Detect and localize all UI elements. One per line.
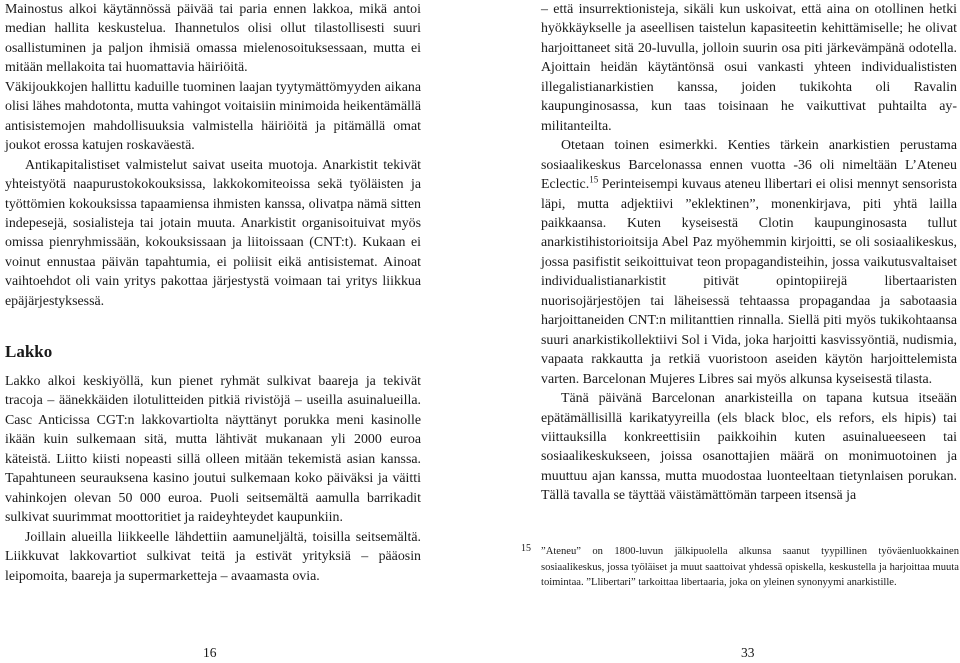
paragraph-text: Perinteisempi kuvaus ateneu llibertari ei olisi mennyt sensorista läpi, mutta adjektiivi ”eklektinen”, monenkirjava, piti yhtä lailla paikkaansa. Kuten kyseisestä Clotin kaupunginosasta tullut anarkistihistorioitsija Abel Paz myöhemmin kirjoitti, se oli sosiaalikeskus, jossa pasifistit seikoittuivat teon propagandisteihin, jossa vaikutusvaltaiset individualistianarkistit pitivät opintopiirejä libertaaristen nuorisojärjestöjen tai läheisessä tehtaassa propagandaa ja sabotaasia harjoittaneiden CNT:n militanttien rinnalla. Siellä piti myös tukikohtaansa suuri anarkistikollektiivi Sol i Vida, joka harjoitti kasvissyöntiä, nudismia, vapaata rakkautta ja retkiä vuoristoon aseiden käytön harjoittelemista varten. Barcelonan Mujeres Libres sai myös alkunsa kyseisestä tilasta. [541, 177, 957, 387]
paragraph [541, 136, 957, 389]
paragraph: Joillain alueilla liikkeelle lähdettiin aamuneljältä, toisilla seitsemältä. Liikkuvat lakkovartiot sulkivat teitä ja estivät yrityksiä – pääosin leipomoita, baareja ja supermarketteja – avaamasta ovia. [5, 529, 421, 584]
footnote-reference[interactable]: 15 [589, 174, 599, 185]
left-column [5, 0, 421, 311]
page-number-right: 33 [741, 645, 755, 660]
lakko-section-body [5, 372, 421, 586]
paragraph-text: Otetaan toinen esimerkki. Kenties tärkein anarkistien perustama sosiaalikeskus Barcelonassa ennen vuotta -36 oli nimeltään L’Ateneu Eclectic. [541, 138, 957, 193]
page-number-left: 16 [203, 645, 217, 660]
right-column [541, 0, 957, 506]
footnote-number: 15 [521, 543, 531, 554]
paragraph: – että insurrektionisteja, sikäli kun uskoivat, että aina on otollinen hetki hyökkäykselle ja aseellisen taistelun kapasiteetin kehittämiselle; he olivat harjoittaneet sitä 20-luvulla, jolloin suurin osa piti järkevämpänä odotella. Ajoittain heidän käytäntönsä osui vankasti yhteen individualististen illegalistianarkistien kanssa, joiden tukikohta oli Ravalin kaupunginosassa, kun taas toisinaan he vaikuttivat puhtailta ay-militanteilta. [541, 2, 957, 134]
footnote-text: ”Ateneu” on 1800-luvun jälkipuolella alkunsa saanut tyypillinen työväenluokkainen sosiaalikeskus, jossa työläiset ja muut saattoivat yhdessä opiskella, keskustella ja harjoittaa muuta toimintaa. ”Llibertari” tarkoittaa libertaaria, joka on yleinen synonyymi anarkistille. [541, 546, 959, 589]
paragraph: Tänä päivänä Barcelonan anarkisteilla on tapana kutsua itseään epätämällisillä karikatyyreilla (els black bloc, els refors, els hipis) tai viittauksilla konkreettisiin paikkoihin kuten asuinalueeseen tai sosiaalikeskukseen, joissa osanottajien määrä on monimuotoinen ja muuttuu ajan kanssa, mutta muodostaa luonteeltaan tietynlaisen porukan. Tällä tavalla se täyttää väistämättömän tarpeen itsensä ja [541, 391, 957, 504]
paragraph: Antikapitalistiset valmistelut saivat useita muotoja. Anarkistit tekivät yhteistyötä naapurustokokouksissa, lakkokomiteoissa sekä työläisten ja työttömien kokouksissa tapaamiensa ihmisten kanssa, olivatpa nämä sitten indepesejä, sosialisteja tai jotain muuta. Anarkistit organisoituivat myös omissa pienryhmissään, kokouksissaan ja liitoissaan (CNT:t). Kukaan ei voinut ennustaa päivän tapahtumia, ei poliisit eikä antisistemat. Ainoat vaihtoehdot oli vain yritys pakottaa järjestystä voimaan tai yritys liikkua epäjärjestyksessä. [5, 157, 421, 309]
footnote [521, 544, 959, 591]
paragraph: Mainostus alkoi käytännössä päivää tai paria ennen lakkoa, mikä antoi median hallita keskustelua. Ihannetulos olisi ollut tilastollisesti suuri osallistuminen ja paljon ihmisiä omassa mielenosoituksessaan, mutta ei mitään mellakoita tai huomattavia häiriöitä. [5, 2, 421, 76]
paragraph: Väkijoukkojen hallittu kaduille tuominen laajan tyytymättömyyden aikana olisi lähes mahdotonta, mutta vahingot voitaisiin minimoida heikentämällä antisistemojen mahdollisuuksia valmistella häiriöitä ja pitämällä omat joukot erossa katujen roskaväestä. [5, 79, 421, 154]
section-heading: Lakko [5, 342, 53, 361]
paragraph: Lakko alkoi keskiyöllä, kun pienet ryhmät sulkivat baareja ja tekivät tracoja – äänekkäiden ilotulitteiden pitkiä rivistöjä – useilla asuinalueilla. Casc Anticissa CGT:n lakkovartiolta näyttänyt porukka meni kasinolle ikään kuin sulkemaan sitä, mutta lähtivät mukanaan yli 2000 euroa käteistä. Liitto kiisti nopeasti sillä olleen mitään tekemistä asian kanssa. Tapahtuneen seurauksena kasino joutui sulkemaan koko päiväksi ja väitti vahinkojen olevan 50 000 euroa. Puoli seitsemältä aamulla barrikadit sulkivat suurimmat moottoritiet ja raideyhteydet kaupunkiin. [5, 374, 421, 526]
